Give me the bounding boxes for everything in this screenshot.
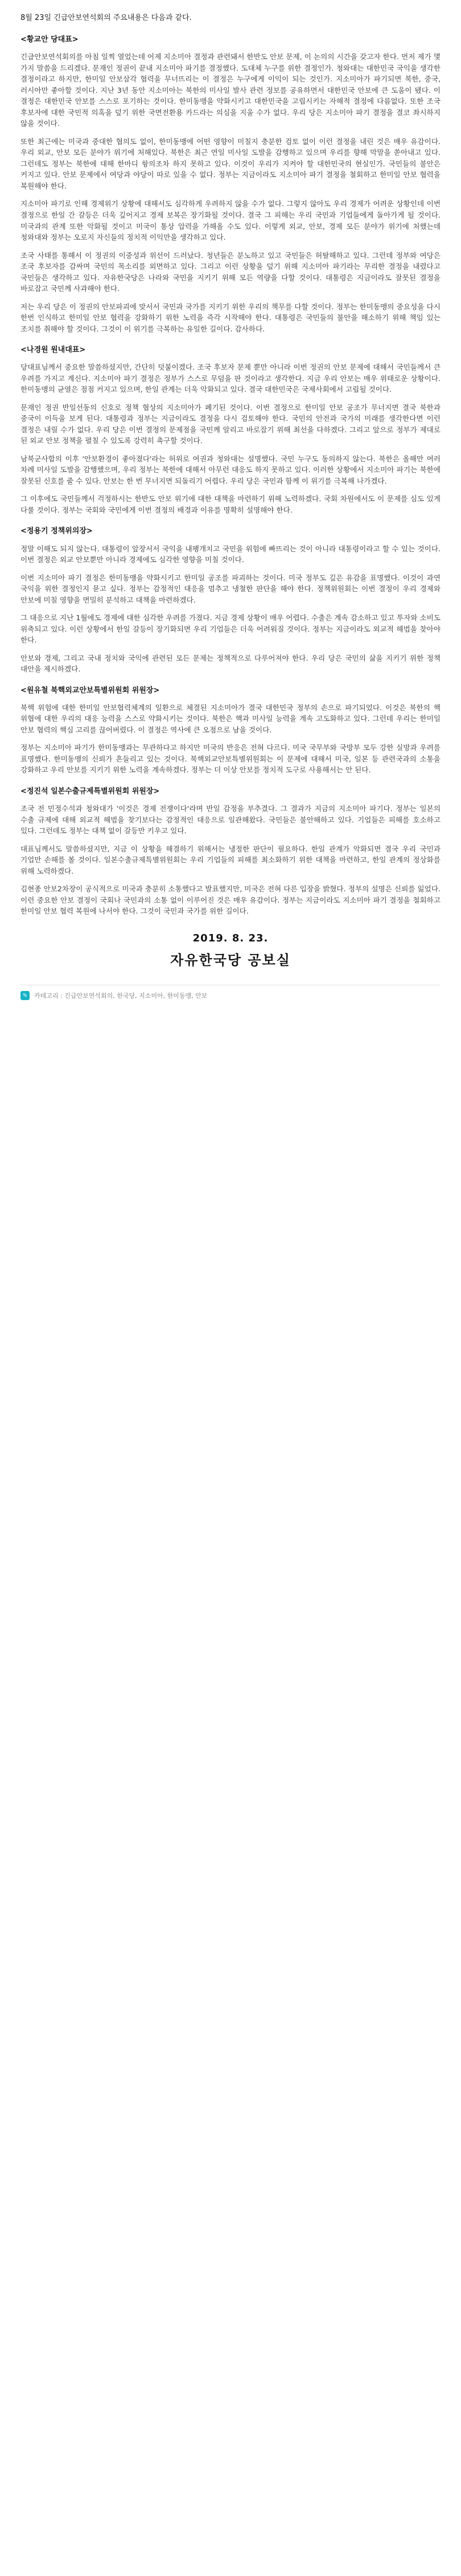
- section-title: <나경원 원내대표>: [20, 346, 86, 355]
- section-paragraph: 긴급안보연석회의를 아침 일찍 열었는데 어제 지소미아 결정과 관련돼서 한반도 안보 문제, 이 논의의 시간을 갖고자 한다. 먼저 제가 몇 가지 말씀을 드리겠다. 문재인 정권이 끝내 지소미아 파기를 결정했다. 도대체 누구를 위한 결정인가. 청와대는 대한민국 국익을 생각한 결정이라고 하지만, 한미일 안보삼각 협력을 무너뜨리는 이 결정은 누구에게 이익이 되는 것인가. 지소미아가 파기되면 북한, 중국, 러시아만 좋아할 것이다. 지난 3년 동안 지소미아는 북한의 미사일 발사 관련 정보를 공유하면서 대한민국 안보에 큰 도움이 됐다. 이 결정은 대한민국 안보를 스스로 포기하는 것이다. 한미동맹을 약화시키고 대한민국을 고립시키는 자해적 결정에 다름없다. 또한 조국 후보자에 대한 국민적 의혹을 덮기 위한 국면전환용 카드라는 의심을 지울 수가 없다. 우리 당은 지소미아 파기 결정을 결코 좌시하지 않을 것이다.: [20, 52, 441, 128]
- tag-item[interactable]: , 한미동맹: [163, 992, 192, 1000]
- section-paragraph: 조국 사태를 통해서 이 정권의 이중성과 위선이 드러났다. 청년들은 분노하고 있고 국민들은 허탈해하고 있다. 그런데 정부와 여당은 조국 후보자를 감싸며 국민의 목소리를 외면하고 있다. 그리고 이런 상황을 덮기 위해 지소미아 파기라는 무리한 결정을 내렸다고 국민들은 생각하고 있다. 자유한국당은 나라와 국민을 지키기 위해 모든 역량을 다할 것이다. 대통령은 지금이라도 잘못된 결정을 바로잡고 국민께 사과해야 한다.: [20, 251, 441, 293]
- section-title: <정용기 정책위의장>: [20, 527, 93, 536]
- section-paragraph: 문재인 정권 반일선동의 신호로 정책 협상의 지소미아가 폐기된 것이다. 이번 결정으로 한미일 안보 공조가 무너지면 결국 북한과 중국이 이득을 보게 된다. 대통령과 정부는 지금이라도 결정을 다시 검토해야 한다. 국민의 안전과 국가의 미래를 생각한다면 이런 결정은 내릴 수가 없다. 우리 당은 이번 결정의 문제점을 국민께 알리고 바로잡기 위해 최선을 다하겠다. 그리고 앞으로 정부가 제대로 된 외교 안보 정책을 펼칠 수 있도록 강력히 촉구할 것이다.: [20, 403, 441, 445]
- section: [20, 34, 441, 334]
- tag-item[interactable]: 카테고리 : 긴급안보연석회의: [34, 992, 113, 1000]
- section-paragraph: 그 이후에도 국민들께서 걱정하시는 한반도 안보 위기에 대한 대책을 마련하기 위해 노력하겠다. 국회 차원에서도 이 문제를 심도 있게 다룰 것이다. 정부는 국회와 국민에게 이번 결정의 배경과 이유를 명확히 설명해야 한다.: [20, 494, 441, 514]
- section-paragraph: 안보와 경제, 그리고 국내 정치와 국익에 관련된 모든 문제는 정책적으로 다루어져야 한다. 우리 당은 국민의 삶을 지키기 위한 정책 대안을 제시하겠다.: [20, 653, 441, 674]
- section-paragraph: 북핵 위험에 대한 한미일 안보협력체계의 일환으로 체결된 지소미아가 결국 대한민국 정부의 손으로 파기되었다. 이것은 북한의 핵 위협에 대한 우리의 대응 능력을 스스로 약화시키는 것이다. 북한은 핵과 미사일 능력을 계속 고도화하고 있다. 그런데 우리는 한미일 안보 협력의 핵심 고리를 끊어버렸다. 이 결정은 역사에 큰 오점으로 남을 것이다.: [20, 703, 441, 734]
- organization-name: 자유한국당 공보실: [170, 952, 291, 968]
- release-date: 2019. 8. 23.: [192, 932, 269, 944]
- closing-block: [20, 931, 441, 971]
- section: [20, 345, 441, 515]
- section-paragraph: 저는 우리 당은 이 정권의 안보파괴에 맞서서 국민과 국가를 지키기 위한 우리의 책무를 다할 것이다. 정부는 한미동맹의 중요성을 다시 한번 인식하고 한미일 안보 협력을 강화하기 위한 노력을 즉각 시작해야 한다. 대통령은 국민들의 불안을 해소하기 위해 책임 있는 조치를 취해야 할 것이다. 그것이 이 위기를 극복하는 유일한 길이다. 감사하다.: [20, 302, 441, 333]
- section: [20, 685, 441, 776]
- section-paragraph: 그 대응으로 지난 1월에도 경제에 대한 심각한 우려를 가졌다. 지금 경제 상황이 매우 어렵다. 수출은 계속 감소하고 있고 투자와 소비도 위축되고 있다. 이런 상황에서 한일 갈등이 장기화되면 우리 기업들은 더욱 어려워질 것이다. 정부는 지금이라도 외교적 해법을 찾아야 한다.: [20, 613, 441, 645]
- section-paragraph: 지소미아 파기로 인해 경제위기 상황에 대해서도 심각하게 우려하지 않을 수가 없다. 그렇지 않아도 우리 경제가 어려운 상황인데 이번 결정으로 한일 간 갈등은 더욱 깊어지고 경제 보복은 장기화될 것이다. 결국 그 피해는 우리 국민과 기업들에게 돌아가게 될 것이다. 미국과의 관계 또한 악화될 것이고 미국이 통상 압력을 가해올 수도 있다. 이렇게 외교, 안보, 경제 모든 분야가 위기에 처했는데 청와대와 정부는 오로지 자신들의 정치적 이익만을 생각하고 있다.: [20, 199, 441, 242]
- section-title: <황교안 당대표>: [20, 35, 79, 44]
- section-paragraph: 당대표님께서 중요한 말씀하셨지만, 간단히 덧붙이겠다. 조국 후보자 문제 뿐만 아니라 이번 정권의 안보 문제에 대해서 국민들께서 큰 우려를 가지고 계신다. 지소미아 파기 결정은 정부가 스스로 무덤을 판 것이라고 생각한다. 지금 우리 안보는 매우 위태로운 상황이다. 한미동맹의 균열은 점점 커지고 있으며, 한일 관계는 더욱 악화되고 있다. 결국 대한민국은 국제사회에서 고립될 것이다.: [20, 363, 441, 394]
- footer-tags: [20, 985, 441, 1001]
- section-paragraph: 김현종 안보2차장이 공식적으로 미국과 충분히 소통했다고 발표했지만, 미국은 전혀 다른 입장을 밝혔다. 정부의 설명은 신뢰를 잃었다. 이런 중요한 안보 결정이 국회나 국민과의 소통 없이 이루어진 것은 매우 유감이다. 정부는 지금이라도 지소미아 파기 결정을 철회하고 한미일 안보 협력 복원에 나서야 한다. 그것이 국민과 국가를 위한 길이다.: [20, 884, 441, 916]
- section-paragraph: 정부는 지소미아 파기가 한미동맹과는 무관하다고 하지만 미국의 반응은 전혀 다르다. 미국 국무부와 국방부 모두 강한 실망과 우려를 표명했다. 한미동맹의 신뢰가 흔들리고 있는 것이다. 북핵외교안보특별위원회는 이 문제에 대해서 미국, 일본 등 관련국과의 소통을 강화하고 우리 안보를 지키기 위한 노력을 계속하겠다. 정부는 더 이상 안보를 정치적 도구로 사용해서는 안 된다.: [20, 743, 441, 775]
- tag-list: [34, 991, 207, 1001]
- section-paragraph: 남북군사합의 이후 '안보환경이 좋아졌다'라는 허위로 여권과 청와대는 설명했다. 국민 누구도 동의하지 않는다. 북한은 올해만 여러 차례 미사일 도발을 감행했으며, 우리 정부는 북한에 대해서 아무런 대응도 하지 못하고 있다. 이러한 상황에서 지소미아 파기는 북한에 잘못된 신호를 줄 수 있다. 안보는 한 번 무너지면 되돌리기 어렵다. 우리 당은 국민과 함께 이 위기를 극복해 나가겠다.: [20, 454, 441, 485]
- section: [20, 786, 441, 917]
- tag-icon: ✎: [20, 991, 30, 1000]
- press-release-page: [0, 0, 461, 1009]
- section-paragraph: 대표님께서도 말씀하셨지만, 지금 이 상황을 해결하기 위해서는 냉정한 판단이 필요하다. 한일 관계가 악화되면 결국 우리 국민과 기업만 손해를 볼 것이다. 일본수출규제특별위원회는 우리 기업들의 피해를 최소화하기 위한 대책을 마련하고, 한일 관계의 정상화를 위해 노력하겠다.: [20, 844, 441, 875]
- tag-item[interactable]: , 지소미아: [135, 992, 163, 1000]
- section-paragraph: 또한 최근에는 미국과 중대한 협의도 없이, 한미동맹에 어떤 영향이 미칠지 충분한 검토 없이 이런 결정을 내린 것은 매우 유감이다. 우리 외교, 안보 모든 분야가 위기에 처해있다. 북한은 최근 연일 미사일 도발을 감행하고 있으며 우리를 향해 막말을 쏟아내고 있다. 그런데도 정부는 북한에 대해 한마디 항의조차 하지 못하고 있다. 이것이 우리가 지켜야 할 대한민국의 현실인가. 국민들의 불안은 커지고 있다. 안보 문제에서 여당과 야당이 따로 있을 수 없다. 정부는 지금이라도 지소미아 파기 결정을 철회하고 한미일 안보 협력을 복원해야 한다.: [20, 137, 441, 190]
- tag-item[interactable]: , 한국당: [113, 992, 135, 1000]
- tag-item[interactable]: , 안보: [191, 992, 207, 1000]
- section: [20, 526, 441, 674]
- section-title: <정진석 일본수출규제특별위원회 위원장>: [20, 787, 160, 796]
- section-paragraph: 이번 지소미아 파기 결정은 한미동맹을 약화시키고 한미일 공조를 파괴하는 것이다. 미국 정부도 깊은 유감을 표명했다. 이것이 과연 국익을 위한 결정인지 묻고 싶다. 정부는 감정적인 대응을 멈추고 냉철한 판단을 해야 한다. 정책위원회는 이번 결정이 우리 경제와 안보에 미칠 영향을 면밀히 분석하고 대책을 마련하겠다.: [20, 573, 441, 604]
- section-title: <원유철 북핵외교안보특별위원회 위원장>: [20, 686, 160, 695]
- intro-line: 8월 23일 긴급안보연석회의 주요내용은 다음과 같다.: [20, 14, 192, 22]
- section-paragraph: 정말 이해도 되지 않는다. 대통령이 앞장서서 국익을 내팽개치고 국민을 위험에 빠뜨리는 것이 아니라 대통령이라고 할 수 있는 것이다. 이번 결정은 외교 안보뿐만 아니라 경제에도 심각한 영향을 미칠 것이다.: [20, 544, 441, 564]
- section-paragraph: 조국 전 민정수석과 청와대가 '이것은 경제 전쟁이다'라며 반일 감정을 부추겼다. 그 결과가 지금의 지소미아 파기다. 정부는 일본의 수출 규제에 대해 외교적 해법을 찾기보다는 감정적인 대응으로 일관해왔다. 국민들은 불안해하고 있다. 기업들은 피해를 호소하고 있다. 그런데도 정부는 대책 없이 갈등만 키우고 있다.: [20, 804, 441, 836]
- sections-container: [20, 34, 441, 917]
